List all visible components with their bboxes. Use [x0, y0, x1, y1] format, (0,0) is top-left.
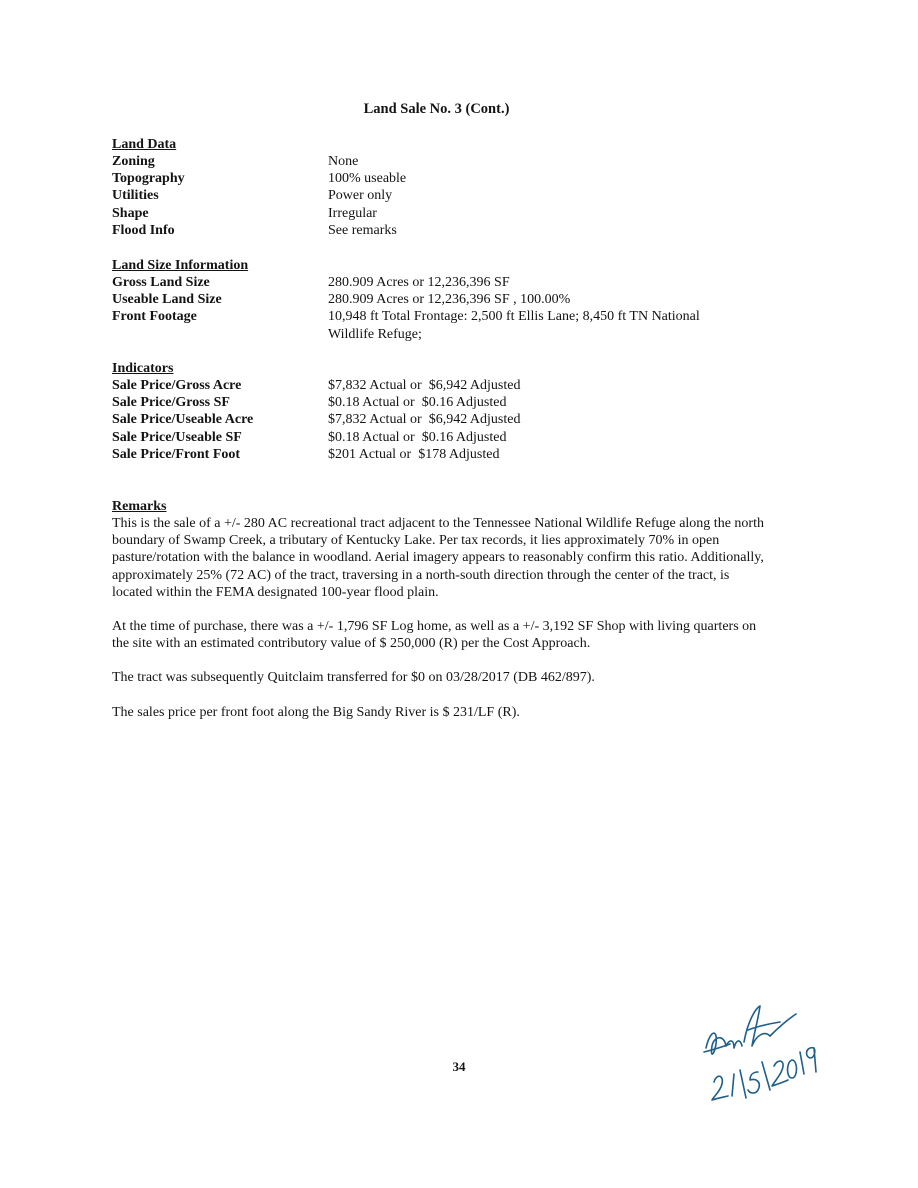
row-label: Sale Price/Useable SF — [112, 429, 242, 445]
row-value: $7,832 Actual or $6,942 Adjusted — [328, 412, 521, 428]
row-value: $7,832 Actual or $6,942 Adjusted — [328, 378, 521, 393]
remarks-paragraph: This is the sale of a +/- 280 AC recreational tract adjacent to the Tennessee National Wildlife Refuge along the north boundary of Swamp Creek, a tributary of Kentucky Lake. Per tax records, it lies approximately 70% in open pasture/rotation with the balance in woodland. Aerial imagery appears to reasonably confirm this ratio. Additionally, approximately 25% (72 AC) of the tract, traversing in a north-south direction through the center of the tract, is located within the FEMA designated 100-year flood plain. — [112, 516, 764, 600]
remarks-paragraph: The sales price per front foot along the Big Sandy River is $ 231/LF (R). — [112, 704, 520, 720]
land-size-row — [112, 291, 772, 308]
row-label: Sale Price/Front Foot — [112, 446, 241, 462]
remarks-heading: Remarks — [112, 499, 167, 514]
land-size-section — [112, 257, 772, 343]
row-label: Sale Price/Gross SF — [112, 395, 230, 411]
land-data-row — [112, 153, 772, 170]
land-data-row — [112, 187, 772, 204]
row-value: $0.18 Actual or $0.16 Adjusted — [328, 429, 507, 445]
row-value: $201 Actual or $178 Adjusted — [328, 446, 500, 462]
row-value: Power only — [328, 188, 393, 204]
land-size-row — [112, 308, 772, 342]
row-value: Irregular — [328, 205, 377, 221]
land-data-row — [112, 170, 772, 187]
row-label: Zoning — [112, 154, 155, 169]
indicators-section — [112, 360, 772, 463]
row-label: Sale Price/Gross Acre — [112, 378, 242, 393]
row-label: Gross Land Size — [112, 275, 210, 290]
row-label: Topography — [112, 171, 185, 187]
row-label: Useable Land Size — [112, 292, 222, 308]
land-size-heading: Land Size Information — [112, 258, 249, 273]
indicators-heading: Indicators — [112, 361, 174, 376]
land-data-section — [112, 136, 772, 239]
page-number: 34 — [452, 1059, 466, 1074]
indicator-row — [112, 377, 772, 394]
row-value: 10,948 ft Total Frontage: 2,500 ft Ellis Lane; 8,450 ft TN National Wildlife Refuge; — [328, 309, 700, 342]
indicator-row — [112, 394, 772, 411]
row-label: Sale Price/Useable Acre — [112, 412, 254, 428]
row-label: Flood Info — [112, 222, 175, 238]
row-label: Front Footage — [112, 309, 197, 325]
land-data-heading: Land Data — [112, 137, 177, 152]
indicator-row — [112, 446, 772, 463]
row-label: Shape — [112, 205, 149, 221]
page-title: Land Sale No. 3 (Cont.) — [363, 101, 510, 117]
remarks-paragraph: At the time of purchase, there was a +/- 1,796 SF Log home, as well as a +/- 3,192 SF Shop with living quarters on the site with an estimated contributory value of $ 250,000 (R) per the Cost Approach. — [112, 619, 757, 652]
handwritten-signature — [700, 1000, 820, 1110]
land-data-row — [112, 205, 772, 222]
row-value: 280.909 Acres or 12,236,396 SF , 100.00% — [328, 292, 571, 308]
row-value: 280.909 Acres or 12,236,396 SF — [328, 275, 510, 290]
row-label: Utilities — [112, 188, 159, 204]
indicator-row — [112, 429, 772, 446]
row-value: See remarks — [328, 222, 397, 238]
row-value: 100% useable — [328, 171, 407, 187]
land-data-row — [112, 222, 772, 239]
row-value: None — [328, 154, 359, 169]
row-value: $0.18 Actual or $0.16 Adjusted — [328, 395, 507, 411]
remarks-section — [112, 498, 772, 738]
land-size-row — [112, 274, 772, 291]
remarks-paragraph: The tract was subsequently Quitclaim transferred for $0 on 03/28/2017 (DB 462/897). — [112, 670, 595, 686]
indicator-row — [112, 411, 772, 428]
